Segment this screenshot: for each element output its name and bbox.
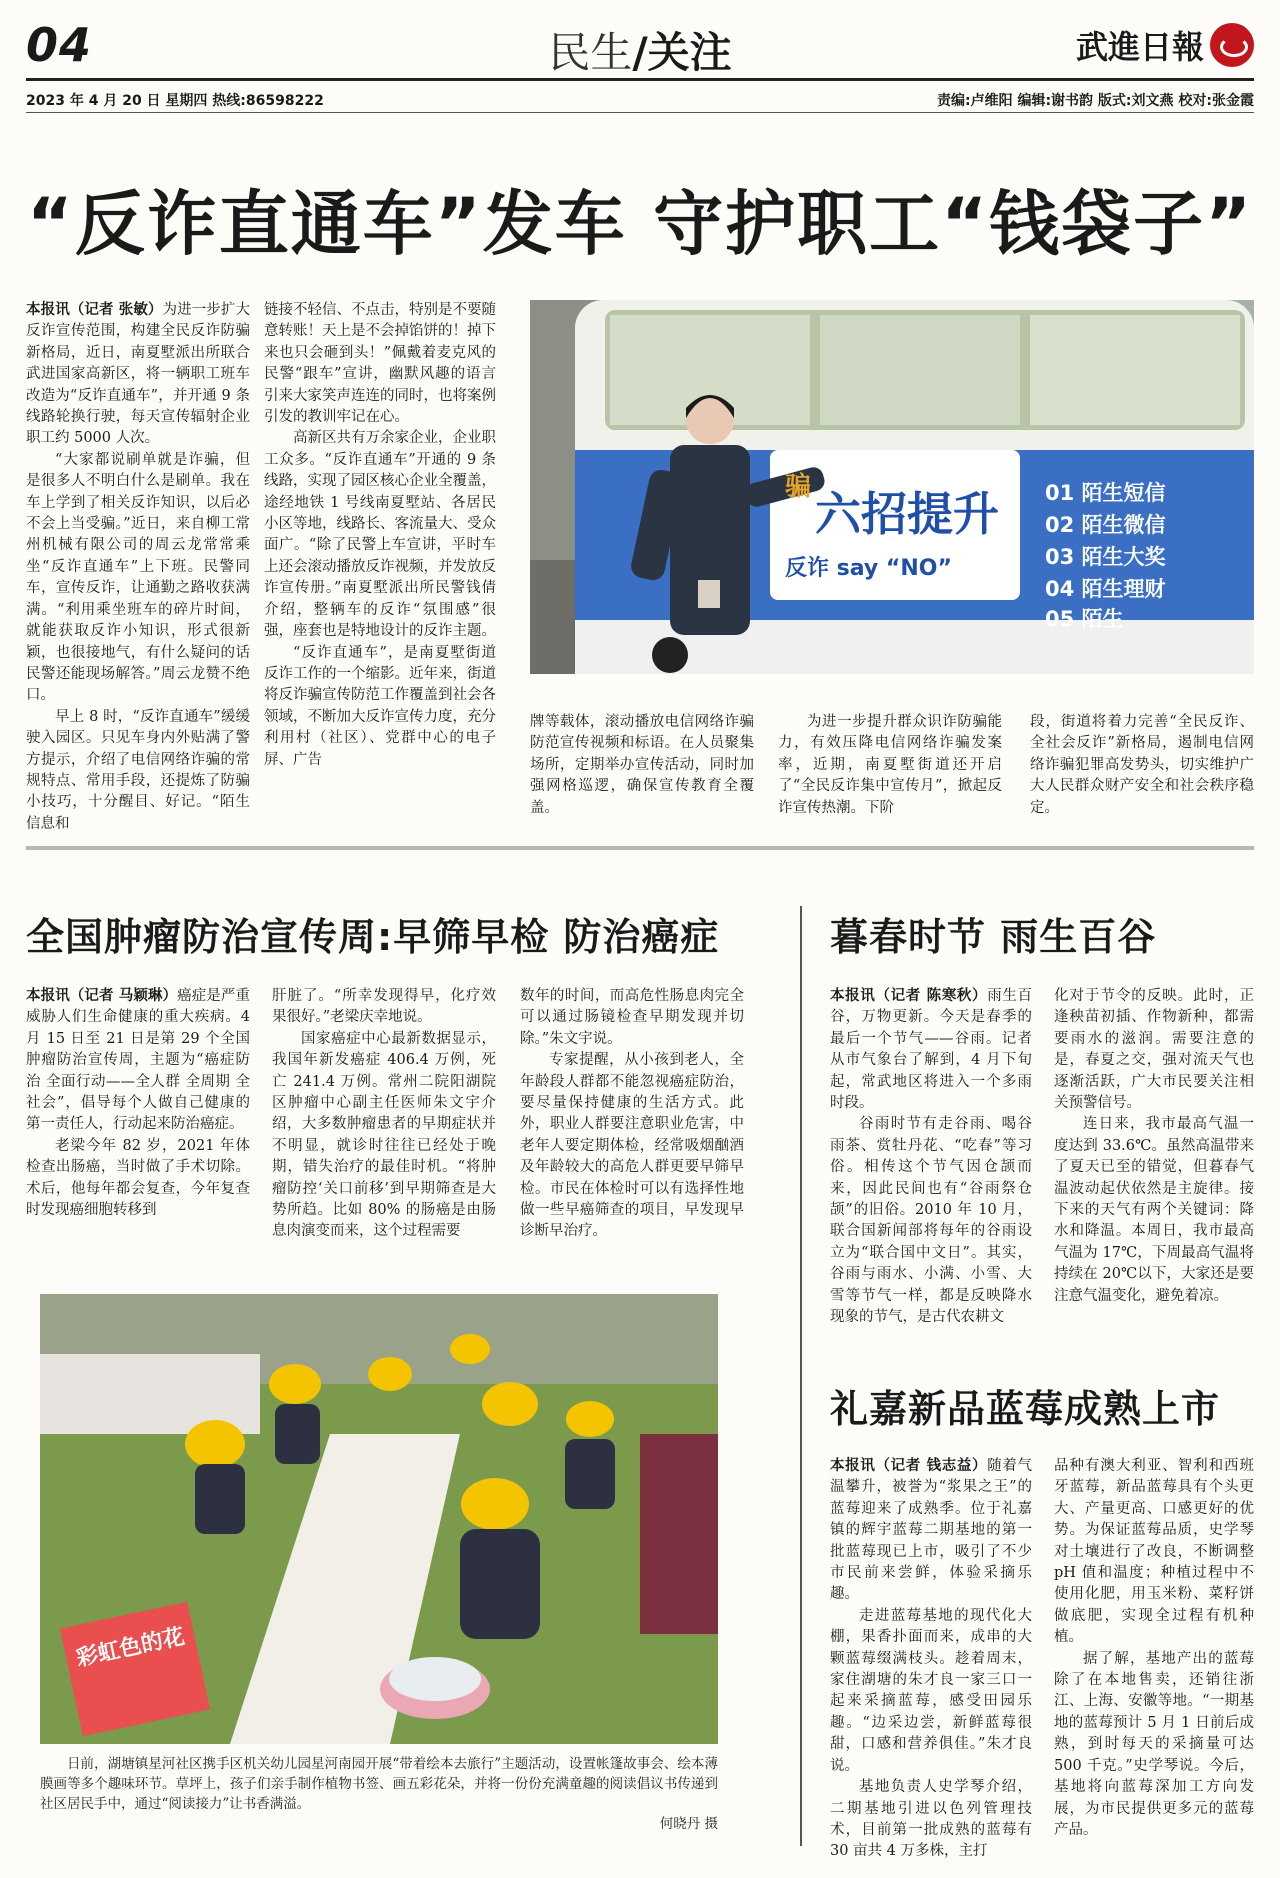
story2-paragraph: 专家提醒，从小孩到老人，全年龄段人群都不能忽视癌症防治，要尽量保持健康的生活方式。此外，职业人群要注意职业危害，中老年人要定期体检，经常吸烟酗酒及年龄较大的高危人群更要早筛早检。市民在体检时可以有选择性地做一些早癌筛查的项目，早发现早诊断早治疗。 [520,1052,744,1240]
editor-credits: 责编:卢维阳 编辑:谢书韵 版式:刘文燕 校对:张金霞 [936,93,1254,109]
story2-photo [40,1294,718,1744]
story4-paragraph: 基地负责人史学琴介绍，二期基地引进以色列管理技术，目前第一批成熟的蓝莓有 30 亩共 4 万多株，主打 [830,1779,1032,1860]
section-title-sep: / [632,28,648,77]
story2-photo-caption [40,1754,718,1834]
story3-byline: 本报讯（记者 陈寒秋） [830,988,988,1004]
bus-sign-title: 六招提升 [815,487,999,541]
story3-paragraph: 谷雨时节有走谷雨、喝谷雨茶、赏牡丹花、“吃春”等习俗。相传这个节气因仓颉而来，因此民间也有“谷雨祭仓颉”的旧俗。2010 年 10 月，联合国新闻部将每年的谷雨设立为“联合国中文日”。其实，谷雨与雨水、小满、小雪、大雪等节气一样，都是反映降水现象的节气，是古代农耕文 [830,1116,1032,1326]
dateline-rule [26,112,1254,113]
paper-logo-icon [1210,23,1254,67]
story2-headline: 全国肿瘤防治宣传周:早筛早检 防治癌症 [26,915,720,959]
story2-column-1 [26,986,250,1221]
bus-photo-illustration [530,300,1254,674]
story3-paragraph: 雨生百谷，万物更新。今天是春季的最后一个节气——谷雨。记者从市气象台了解到，4 月下旬起，常武地区将进入一个多雨时段。 [830,988,1032,1112]
bus-sign-item: 01 陌生短信 [1045,481,1166,505]
photographer-credit: 何晓丹 摄 [659,1816,718,1832]
story2-paragraph: 国家癌症中心最新数据显示，我国年新发癌症 406.4 万例，死亡 241.4 万例。常州二院阳湖院区肿瘤中心副主任医师朱文宇介绍，大多数肿瘤患者的早期症状并不明显，就诊时往往已经处于晚期，错失治疗的最佳时机。“将肿瘤防控‘关口前移’到早期筛查是大势所趋。比如 80% 的肠癌是由肠息肉演变而来，这个过程需要 [272,1030,496,1240]
story2-paragraph: 癌症是严重威胁人们生命健康的重大疾病。4 月 15 日至 21 日是第 29 个全国肿瘤防治宣传周，主题为“癌症防治 全面行动——全人群 全周期 全社会”，倡导每个人做自己健康的第一责任人，行动起来防治癌症。 [26,988,250,1133]
date-line: 2023 年 4 月 20 日 星期四 热线:86598222 [26,93,324,109]
story4-paragraph: 随着气温攀升，被誉为“浆果之王”的蓝莓迎来了成熟季。位于礼嘉镇的辉宇蓝莓二期基地的第一批蓝莓现已上市，吸引了不少市民前来尝鲜，体验采摘乐趣。 [830,1458,1032,1603]
column-divider [800,906,802,1846]
story1-paragraph: 段，街道将着力完善“全民反诈、全社会反诈”新格局，遏制电信网络诈骗犯罪高发势头，切实维护广大人民群众财产安全和社会秩序稳定。 [1030,714,1254,816]
bus-sign-title-accent: 骗 [785,472,812,502]
bus-sign-item: 02 陌生微信 [1045,513,1166,537]
story2-paragraph: 数年的时间，而高危性肠息肉完全可以通过肠镜检查早期发现并切除。”朱文宇说。 [520,988,744,1047]
story1-column-5 [1030,712,1254,819]
story2-paragraph: 肝脏了。“所幸发现得早，化疗效果很好。”老梁庆幸地说。 [272,988,496,1026]
story2-column-2 [272,986,496,1243]
story3-paragraph: 化对于节令的反映。此时，正逢秧苗初插、作物新种，都需要雨水的滋润。需要注意的是，春夏之交，强对流天气也逐渐活跃，广大市民要关注相关预警信号。 [1054,988,1254,1112]
story1-column-3 [530,712,754,819]
story4-paragraph: 走进蓝莓基地的现代化大棚，果香扑面而来，成串的大颗蓝莓缀满枝头。趁着周末，家住湖塘的朱才良一家三口一起来采摘蓝莓，感受田园乐趣。“边采边尝，新鲜蓝莓很甜，口感和营养俱佳。”朱才良说。 [830,1607,1032,1774]
bus-sign-small: 反诈 say “NO” [785,556,952,581]
story2-byline: 本报讯（记者 马颖琳） [26,988,178,1004]
story3-column-2 [1054,986,1254,1307]
paper-name: 武進日報 [1075,28,1204,66]
book-title: 彩虹色的花 [74,1624,187,1672]
story1-paragraph: 早上 8 时，“反诈直通车”缓缓驶入园区。只见车身内外贴满了警方提示，介绍了电信网络诈骗的常规特点、常用手段，还提炼了防骗小技巧，十分醒目、好记。“陌生信息和 [26,708,250,832]
story1-paragraph: 牌等载体，滚动播放电信网络诈骗防范宣传视频和标语。在人员聚集场所，定期举办宣传活动，同时加强网格巡逻，确保宣传教育全覆盖。 [530,714,754,816]
story1-column-1 [26,300,250,835]
story3-headline: 暮春时节 雨生百谷 [830,915,1157,959]
bus-sign-item: 03 陌生大奖 [1045,545,1166,569]
story3-column-1 [830,986,1032,1329]
bus-sign-item: 04 陌生理财 [1045,577,1166,601]
story4-column-2 [1054,1456,1254,1841]
story2-paragraph: 老梁今年 82 岁，2021 年体检查出肠癌，当时做了手术切除。术后，他每年都会复查，今年复查时发现癌细胞转移到 [26,1137,250,1219]
story1-byline: 本报讯（记者 张敏） [26,302,163,318]
story4-byline: 本报讯（记者 钱志益） [830,1458,988,1474]
masthead-rule [26,78,1254,81]
story1-paragraph: “反诈直通车”，是南夏墅街道反诈工作的一个缩影。近年来，街道将反诈骗宣传防范工作覆盖到社会各领域，不断加大反诈宣传力度，充分利用村（社区）、党群中心的电子屏、广告 [264,644,496,768]
story1-paragraph: “大家都说刷单就是诈骗，但是很多人不明白什么是刷单。我在车上学到了相关反诈知识，以后必不会上当受骗。”近日，来自柳工常州机械有限公司的周云龙常常乘坐“反诈直通车”上下班。民警同车，宣传反诈，让通勤之路收获满满。“利用乘坐班车的碎片时间，就能获取反诈小知识，形式很新颖，也很接地气，有什么疑问的话民警还能现场解答。”周云龙赞不绝口。 [26,451,250,704]
story1-paragraph: 高新区共有万余家企业，企业职工众多。“反诈直通车”开通的 9 条线路，实现了园区核心企业全覆盖，途经地铁 1 号线南夏墅站、各居民小区等地，线路长、客流量大、受众面广。“除了民警上车宣讲，平时车上还会滚动播放反诈视频，并发放反诈宣传册。”南夏墅派出所民警钱倩介绍，整辆车的反诈“氛围感”很强，座套也是特地设计的反诈主题。 [264,430,496,640]
story3-paragraph: 连日来，我市最高气温一度达到 33.6℃。虽然高温带来了夏天已至的错觉，但暮春气温波动起伏依然是主旋律。接下来的天气有两个关键词：降水和降温。本周日，我市最高气温为 17℃，下周最高气温将持续在 20℃以下，大家还是要注意气温变化，避免着凉。 [1054,1116,1254,1304]
section-title-bold: 关注 [647,28,732,77]
story1-headline: “反诈直通车”发车 守护职工“钱袋子” [26,183,1254,265]
story1-column-4 [778,712,1002,819]
story1-paragraph: 链接不轻信、不点击，特别是不要随意转账！天上是不会掉馅饼的！掉下来也只会砸到头！”佩戴着麦克风的民警“跟车”宣讲，幽默风趣的语言引来大家笑声连连的同时，也将案例引发的教训牢记在心。 [264,302,496,426]
story4-column-1 [830,1456,1032,1863]
story4-paragraph: 据了解，基地产出的蓝莓除了在本地售卖，还销往浙江、上海、安徽等地。“一期基地的蓝莓预计 5 月 1 日前后成熟，到时每天的采摘量可达 500 千克。”史学琴说。今后，基地将向蓝莓深加工方向发展，为市民提供更多元的蓝莓产品。 [1054,1650,1254,1838]
section-divider [26,846,1254,850]
story1-photo [530,300,1254,674]
story4-headline: 礼嘉新品蓝莓成熟上市 [830,1387,1221,1431]
story1-paragraph: 为进一步扩大反诈宣传范围，构建全民反诈防骗新格局，近日，南夏墅派出所联合武进国家高新区，将一辆职工班车改造为“反诈直通车”，并开通 9 条线路轮换行驶，每天宣传辐射企业职工约 5000 人次。 [26,302,250,447]
page-number: 04 [26,18,93,72]
kids-photo-illustration [40,1294,718,1744]
story1-paragraph: 为进一步提升群众识诈防骗能力，有效压降电信网络诈骗发案率，近期，南夏墅街道还开启了“全民反诈集中宣传月”，掀起反诈宣传热潮。下阶 [778,714,1002,816]
story4-paragraph: 品种有澳大利亚、智利和西班牙蓝莓，新品蓝莓具有个头更大、产量更高、口感更好的优势。为保证蓝莓品质，史学琴对土壤进行了改良，不断调整 pH 值和温度；种植过程中不使用化肥，用玉米粉、菜籽饼做底肥，实现全过程有机种植。 [1054,1458,1254,1646]
paper-logo [1076,22,1254,68]
photo-caption-text: 日前，湖塘镇星河社区携手区机关幼儿园星河南园开展“带着绘本去旅行”主题活动，设置帐篷故事会、绘本薄膜画等多个趣味环节。草坪上，孩子们亲手制作植物书签、画五彩花朵，并将一份份充满童趣的阅读倡议书传递到社区居民手中，通过“阅读接力”让书香满溢。 [40,1756,718,1812]
bus-sign-item: 05 陌生 [1045,607,1124,631]
section-title-light: 民生 [548,28,633,77]
story1-column-2 [264,300,496,771]
story2-column-3 [520,986,744,1243]
